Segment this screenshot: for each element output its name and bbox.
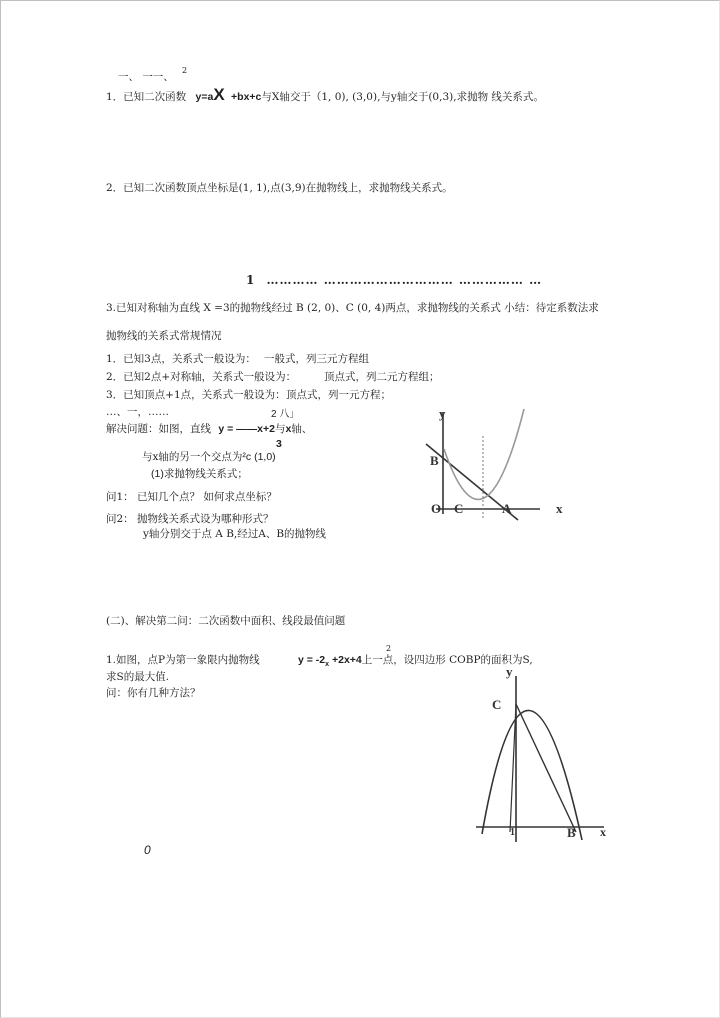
question-3-line1: 3.已知对称轴为直线 X =3的抛物线经过 B (2, 0)、C (0, 4)两点，求抛物线的关系式 小结：待定系数法求 (106, 302, 599, 314)
problem-line-1-text: 解决问题：如图，直线 (106, 423, 211, 435)
problem-denominator: 3 (276, 438, 282, 450)
q1-formula-a: y=a (195, 91, 214, 103)
graph-1-label-o: O (431, 501, 442, 516)
header-sup: 2 (182, 66, 188, 75)
q1-formula-x: X (213, 85, 225, 104)
q-area-line-1-text: 1.如图，点P为第一象限内抛物线 (106, 654, 260, 666)
graph-2-label-c: C (492, 697, 502, 712)
graph-2-label-b: B (567, 825, 576, 840)
question-1 (106, 85, 544, 104)
question-2: 2．已知二次函数顶点坐标是(1, 1),点(3,9)在抛物线上，求抛物线关系式。 (106, 182, 453, 194)
graph-2-parabola (482, 710, 582, 840)
q-area-line-3: 问：你有几种方法？ (106, 687, 201, 699)
q-area-line-1-suffix: 上一点，设四边形 COBP的面积为S, (361, 654, 533, 666)
problem-line-axis: 轴、 (291, 423, 313, 435)
summary-item-3-right: 顶点式，列一元方程； (286, 389, 391, 401)
problem-line-and: 与 (274, 423, 286, 435)
q-area-formula-sub: x (325, 661, 330, 669)
q-area-sup: 2 (386, 644, 392, 653)
graph-2-line-cb (516, 704, 576, 832)
problem-ask-2-cont: y轴分别交于点 A B,经过A、B的抛物线 (143, 528, 327, 540)
problem-line-2-text: 与x轴的另一个交点为 (142, 451, 243, 463)
graph-2-tick-label: 1 (510, 827, 515, 838)
summary-item-3 (106, 388, 391, 402)
problem-sub-1: (1)求抛物线关系式； (151, 468, 248, 480)
summary-item-1 (106, 352, 369, 366)
section-2-title: (二)、解决第二问：二次函数中面积、线段最值问题 (106, 615, 346, 627)
problem-line-2-point: ²c (1,0) (242, 451, 276, 463)
graph-1-label-y: y (439, 406, 446, 421)
graph-2-label-x: x (600, 825, 606, 839)
summary-item-2-right: 顶点式，列二元方程组； (324, 371, 440, 383)
problem-line-x: x (285, 423, 292, 435)
graph-1-label-a: A (502, 501, 512, 516)
graph-1-label-b: B (430, 453, 439, 468)
q1-formula-b: +bx+c (231, 91, 262, 103)
graph-1-parabola (444, 409, 524, 499)
summary-item-3-left: 3．已知顶点+1点，关系式一般设为： (106, 389, 286, 401)
dotted-separator (246, 273, 542, 287)
problem-marker: …、一，…… (106, 406, 169, 418)
problem-ask-2: 问2： 抛物线关系式设为哪种形式？ (106, 513, 274, 525)
problem-ask-1: 问1： 已知几个点？ 如何求点坐标？ (106, 491, 277, 503)
graph-2 (466, 664, 616, 849)
problem-line-1 (106, 422, 312, 436)
q1-prefix: 1．已知二次函数 (106, 91, 187, 103)
summary-item-1-left: 1．已知3点，关系式一般设为： (106, 353, 256, 365)
footer-zero: 0 (144, 843, 151, 857)
q-area-formula-rest: +2x+4 (329, 654, 362, 666)
problem-line-formula: y = ——x+2 (218, 423, 275, 435)
graph-1-label-x: x (556, 501, 563, 516)
problem-sup-note: 2 八」 (271, 409, 300, 420)
graph-1-label-c: C (454, 501, 464, 516)
q-area-formula-main: y = -2 (298, 654, 326, 666)
dots-run: ………… ………………………… …………… … (266, 273, 543, 287)
summary-item-2-left: 2．已知2点+对称轴，关系式一般设为： (106, 371, 297, 383)
dots-lead: 1 (246, 273, 256, 287)
summary-item-1-right: 一般式，列三元方程组 (264, 353, 369, 365)
q-area-line-2: 求S的最大值. (106, 671, 170, 683)
q-area-line-1 (106, 653, 533, 669)
problem-line-2 (142, 450, 276, 464)
q1-suffix: 与X轴交于（1, 0), (3,0),与y轴交于(0,3),求抛物 线关系式。 (261, 91, 544, 103)
graph-1 (418, 402, 568, 527)
summary-item-2 (106, 370, 440, 384)
question-3-line2: 抛物线的关系式常规情况 (106, 330, 222, 342)
graph-2-label-y: y (506, 664, 513, 679)
header-line: 一、 一一、 (118, 71, 174, 83)
